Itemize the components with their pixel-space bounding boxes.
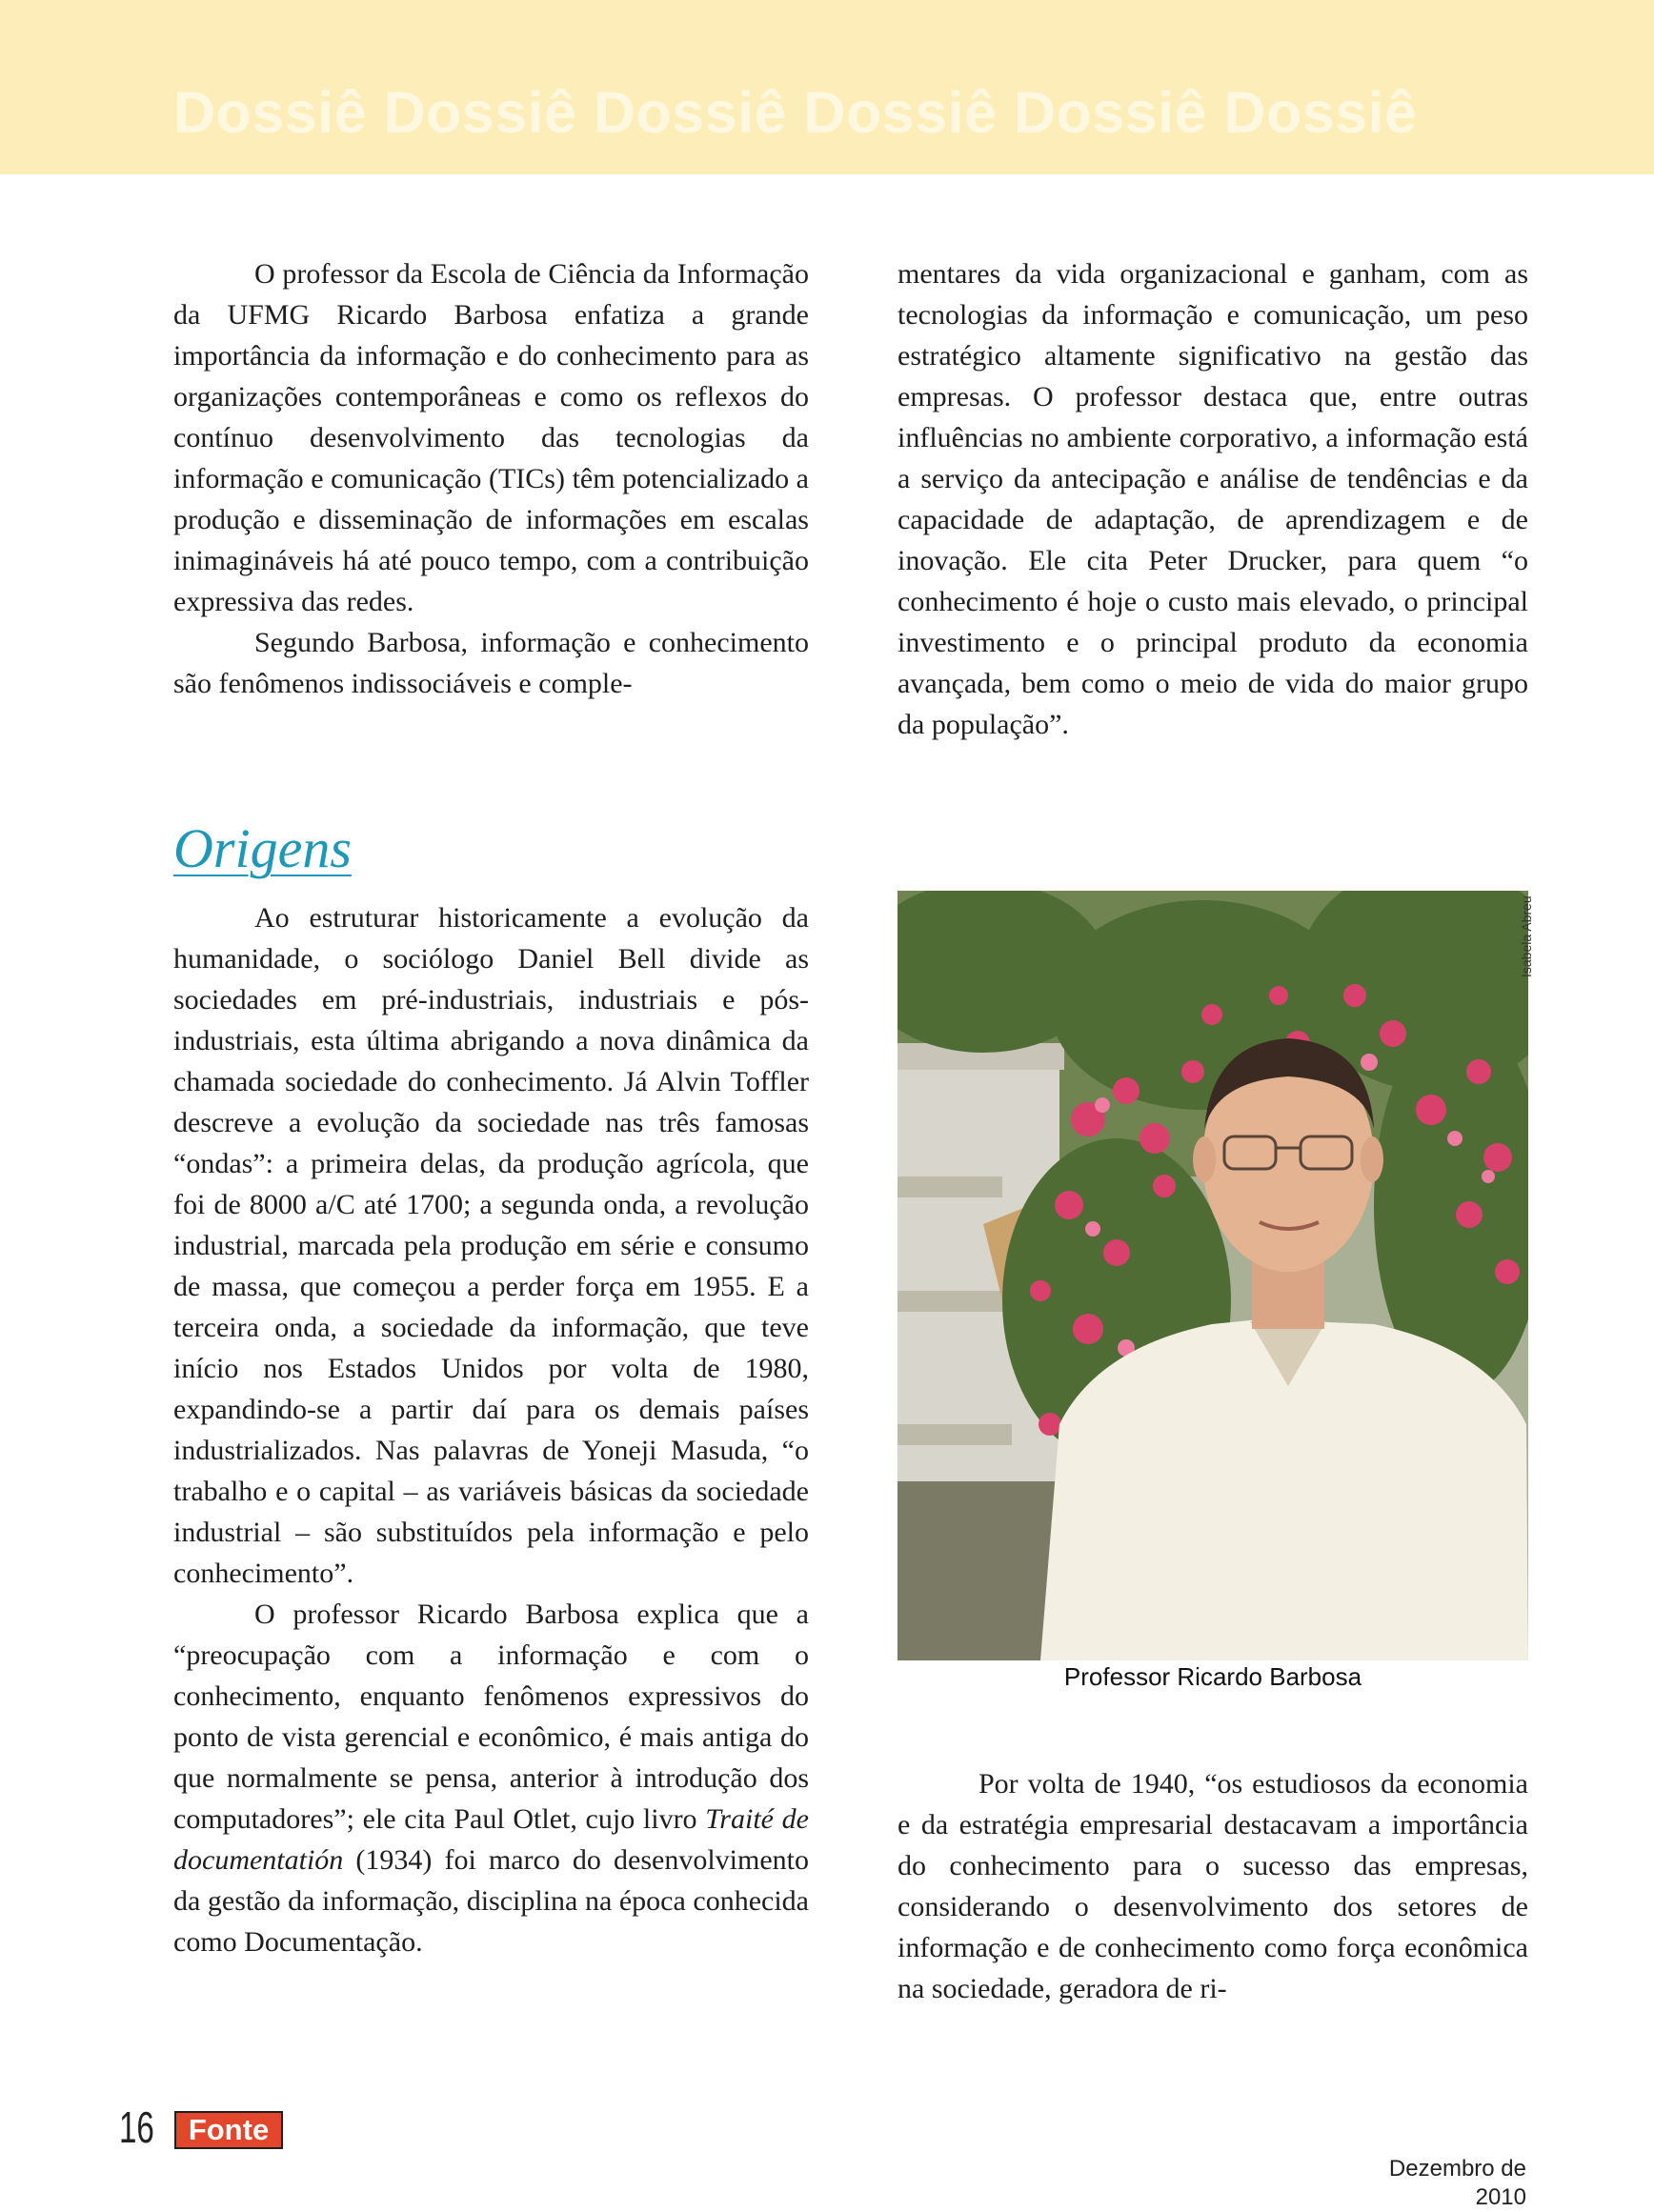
origins-right-column xyxy=(898,1763,1528,2009)
book-title: Traité de documentatión xyxy=(173,1803,809,1876)
origins-paragraph-2-end: (1934) foi marco do desenvolvimento da gestão da informação, disciplina na época conhecida como Documentação. xyxy=(173,1844,809,1958)
intro-paragraph-continuation: mentares da vida organizacional e ganham, com as tecnologias da informação e comunicação, um peso estratégico altamente significativo na gestão das empresas. O professor destaca que, entre outras influências no ambiente corporativo, a informação está a serviço da antecipação e análise de tendências e da capacidade de adaptação, de aprendizagem e de inovação. Ele cita Peter Drucker, para quem “o conhecimento é hoje o custo mais elevado, o principal investimento e o principal produto da economia avançada, bem como o meio de vida do maior grupo da população”. xyxy=(898,258,1528,740)
origins-paragraph-3: Por volta de 1940, “os estudiosos da economia e da estratégia empresarial destacavam a importância do conhecimento para o sucesso das empresas, considerando o desenvolvimento dos setores de informação e de conhecimento como força econômica na sociedade, geradora de ri- xyxy=(898,1768,1528,2004)
photo-caption: Professor Ricardo Barbosa xyxy=(1063,1662,1362,1691)
origins-paragraph-2-start: O professor Ricardo Barbosa explica que a “preocupação com a informação e com o conhecimento, enquanto fenômenos expressivos do ponto de vista gerencial e econômico, é mais antiga do que normalmente se pensa, anterior à introdução dos computadores”; ele cita Paul Otlet, cujo livro xyxy=(173,1599,809,1835)
banner-text: Dossiê Dossiê Dossiê Dossiê Dossiê Dossiê xyxy=(173,80,1418,145)
photo-credit: Isabela Abreu xyxy=(1519,895,1534,977)
origins-paragraph-1: Ao estruturar historicamente a evolução da humanidade, o sociólogo Daniel Bell divide as sociedades em pré-industriais, industriais e pós-industriais, esta última abrigando a nova dinâmica da chamada sociedade do conhecimento. Já Alvin Toffler descreve a evolução da sociedade nas três famosas “ondas”: a primeira delas, da produção agrícola, que foi de 8000 a/C até 1700; a segunda onda, a revolução industrial, marcada pela produção em série e consumo de massa, que começou a perder força em 1955. E a terceira onda, a sociedade da informação, que teve início nos Estados Unidos por volta de 1980, expandindo-se a partir daí para os demais países industrializados. Nas palavras de Yoneji Masuda, “o trabalho e o capital – as variáveis básicas da sociedade industrial – são substituídos pela informação e pelo conhecimento”. xyxy=(173,902,809,1589)
section-heading: Origens xyxy=(173,817,352,879)
origins-paragraph-2 xyxy=(173,1594,809,1962)
professor-photo xyxy=(898,891,1528,1660)
dossier-banner xyxy=(0,0,1654,174)
page-number: 16 xyxy=(119,2102,154,2152)
issue-date: Dezembro de 2010 xyxy=(1388,2156,1526,2210)
intro-left-column xyxy=(173,253,809,704)
intro-paragraph-2: Segundo Barbosa, informação e conhecimento são fenômenos indissociáveis e comple- xyxy=(173,627,809,699)
magazine-logo: Fonte xyxy=(174,2111,283,2149)
intro-paragraph-1: O professor da Escola de Ciência da Informação da UFMG Ricardo Barbosa enfatiza a grande importância da informação e do conhecimento para as organizações contemporâneas e como os reflexos do contínuo desenvolvimento das tecnologias da informação e comunicação (TICs) têm potencializado a produção e disseminação de informações em escalas inimagináveis há até pouco tempo, com a contribuição expressiva das redes. xyxy=(173,258,809,617)
intro-right-column xyxy=(898,253,1528,745)
origins-left-column xyxy=(173,897,809,1962)
